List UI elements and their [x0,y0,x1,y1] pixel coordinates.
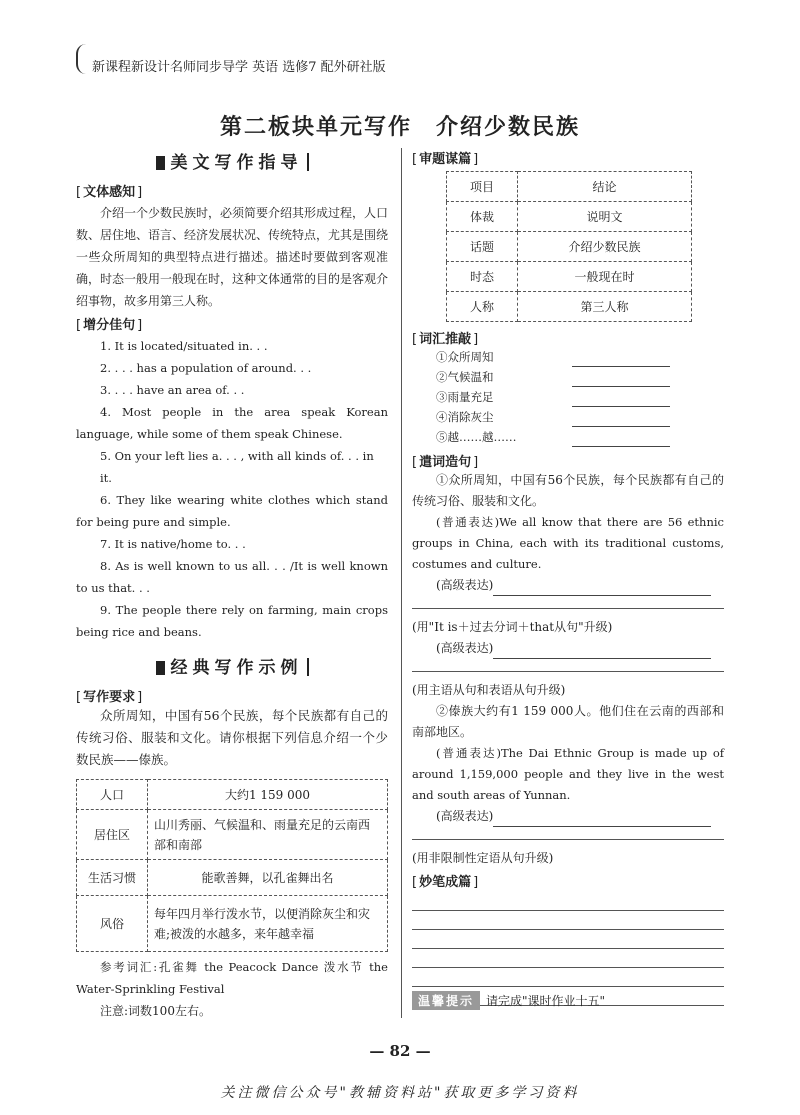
sentence-item: 3. . . . have an area of. . . [100,383,245,397]
page-number: — 82 — [369,1042,431,1060]
section-marker-icon [156,156,165,170]
sentence1-chinese: ①众所周知，中国有56个民族，每个民族都有自己的传统习俗、服装和文化。 [412,473,724,508]
table-key: 时态 [447,262,518,292]
tag-requirements: [ 写作要求 ] [76,686,388,705]
table-row [447,172,692,202]
page-title: 第二板块单元写作 介绍少数民族 [219,115,580,140]
header-brace [76,44,88,74]
sentence-item: 2. . . . has a population of around. . . [100,361,312,375]
table-value: 能歌善舞，以孔雀舞出名 [148,860,388,896]
sentence-item: 5. On your left lies a. . . , with all kinds of. . . in it. [100,449,374,485]
table-key: 话题 [447,232,518,262]
answer-line[interactable] [493,595,711,596]
column-divider [401,148,402,1018]
tip-label: 温馨提示 [412,991,480,1010]
vocab-item: ①众所周知 [436,347,724,367]
section-title-guide: 美文写作指导 [76,148,388,173]
tag-plan: [ 审题谋篇 ] [412,148,724,167]
table-key: 风俗 [77,896,148,952]
table-key: 体裁 [447,202,518,232]
info-table [76,779,388,952]
advanced-row [412,806,724,827]
writing-line[interactable] [412,986,724,987]
book-title: 新课程新设计名师同步导学 英语 选修7 配外研社版 [92,60,386,75]
tag-good-sentences: [ 增分佳句 ] [76,314,388,333]
answer-line[interactable] [412,671,724,672]
table-row [447,232,692,262]
answer-blank[interactable] [572,446,670,447]
table-row [447,202,692,232]
sentence-item: 4. Most people in the area speak Korean language, while some of them speak Chinese. [76,405,388,441]
tag-vocab: [ 词汇推敲 ] [412,328,724,347]
table-value: 每年四月举行泼水节，以便消除灰尘和灾难;被泼的水越多，来年越幸福 [148,896,388,952]
table-key: 人口 [77,780,148,810]
plan-table [446,171,692,322]
vocab-item: ③雨量充足 [436,387,724,407]
left-column [76,148,388,1022]
sentence-item: 9. The people there rely on farming, main crops being rice and beans. [76,603,388,639]
sentence-list [76,335,388,643]
word-count-note: 注意:词数100左右。 [100,1004,211,1018]
tag-style-sense: [ 文体感知 ] [76,181,388,200]
table-row [77,896,388,952]
writing-line[interactable] [412,910,724,911]
table-row [77,780,388,810]
table-value: 山川秀丽、气候温和、雨量充足的云南西部和南部 [148,810,388,860]
advanced-label: (高级表达) [436,641,494,655]
answer-line[interactable] [493,658,711,659]
advanced-row [412,575,724,596]
table-value: 介绍少数民族 [518,232,692,262]
vocab-item: ②气候温和 [436,367,724,387]
section-marker-icon [156,661,165,675]
writing-line[interactable] [412,967,724,968]
advanced-row [412,638,724,659]
answer-line[interactable] [412,608,724,609]
hint-2: (用主语从句和表语从句升级) [412,683,566,697]
sentence-item: 7. It is native/home to. . . [100,537,246,551]
answer-line[interactable] [493,826,711,827]
tip-text: 请完成"课时作业十五" [486,994,606,1008]
tag-sentence-making: [ 遣词造句 ] [412,451,724,470]
vocab-item: ⑤越……越…… [436,427,724,447]
sentence-item: 1. It is located/situated in. . . [100,339,268,353]
right-column [412,148,724,1006]
table-row [77,860,388,896]
table-value: 大约1 159 000 [148,780,388,810]
style-paragraph: 介绍一个少数民族时，必须简要介绍其形成过程，人口数、居住地、语言、经济发展状况、传统特点，尤其是围绕一些众所周知的典型特点进行描述。描述时要做到客观准确，时态一般用一般现在时，这种文体通常的目的是客观介绍事物，故多用第三人称。 [76,206,389,308]
hint-3: (用非限制性定语从句升级) [412,851,554,865]
sentence2-plain: (普通表达)The Dai Ethnic Group is made up of around 1,159,000 people and they live in the west and south areas of Yunnan. [412,746,724,802]
table-value: 说明文 [518,202,692,232]
advanced-label: (高级表达) [436,578,494,592]
vocab-list [436,347,724,447]
table-key: 项目 [447,172,518,202]
advanced-label: (高级表达) [436,809,494,823]
sentence-item: 6. They like wearing white clothes which stand for being pure and simple. [76,493,388,529]
writing-line[interactable] [412,948,724,949]
hint-1: (用"It is＋过去分词＋that从句"升级) [412,620,613,634]
table-row [447,262,692,292]
answer-line[interactable] [412,839,724,840]
requirements-paragraph: 众所周知，中国有56个民族，每个民族都有自己的传统习俗、服装和文化。请你根据下列信息介绍一个少数民族——傣族。 [76,708,388,767]
vocab-item: ④消除灰尘 [436,407,724,427]
section-title-example: 经典写作示例 [76,653,388,678]
table-key: 人称 [447,292,518,322]
sentence-item: 8. As is well known to us all. . . /It is well known to us that. . . [76,559,388,595]
table-row [77,810,388,860]
tag-writing: [ 妙笔成篇 ] [412,871,724,890]
reference-words: 参考词汇:孔雀舞 the Peacock Dance 泼水节 the Water-Sprinkling Festival [76,960,388,996]
table-key: 生活习惯 [77,860,148,896]
table-key: 居住区 [77,810,148,860]
writing-line[interactable] [412,929,724,930]
table-row [447,292,692,322]
sentence2-chinese: ②傣族大约有1 159 000人。他们住在云南的西部和南部地区。 [412,704,724,739]
footer-note: 关注微信公众号"教辅资料站"获取更多学习资料 [220,1085,580,1101]
sentence1-plain: (普通表达)We all know that there are 56 ethnic groups in China, each with its traditional customs, costumes and culture. [412,515,724,571]
table-value: 一般现在时 [518,262,692,292]
table-value: 结论 [518,172,692,202]
tip-box [412,990,605,1010]
table-value: 第三人称 [518,292,692,322]
